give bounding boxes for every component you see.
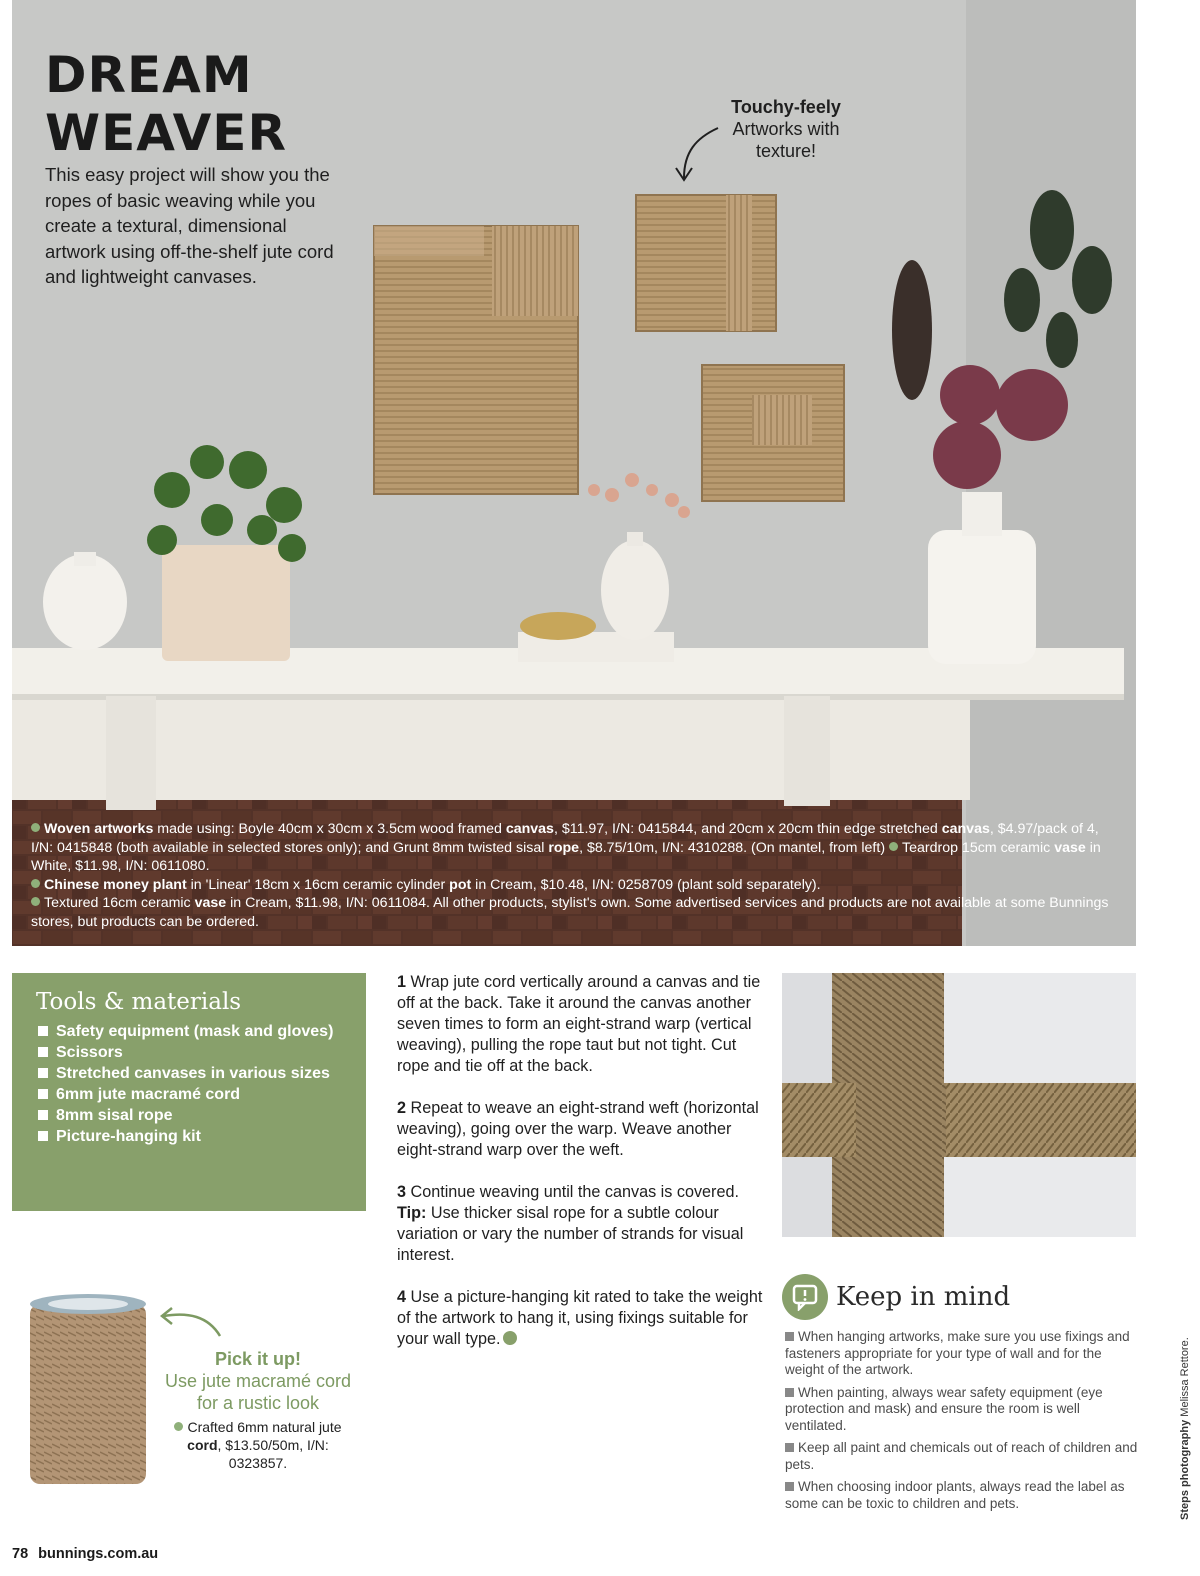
keep-in-mind-title: Keep in mind xyxy=(836,1282,1011,1312)
bullet-dot-icon xyxy=(31,823,40,832)
list-item: When choosing indoor plants, always read the label as some can be toxic to children and pets. xyxy=(785,1479,1125,1511)
bullet-square-icon xyxy=(785,1388,794,1397)
bullet-dot-icon xyxy=(889,842,898,851)
weaving-step-photo xyxy=(782,973,1136,1237)
list-item: Picture-hanging kit xyxy=(36,1126,342,1147)
title-line-1: DREAM xyxy=(45,46,253,104)
tools-materials-panel xyxy=(12,973,366,1211)
list-item: Keep all paint and chemicals out of reach of children and pets. xyxy=(785,1440,1138,1472)
touchy-feely-callout xyxy=(702,96,870,162)
jute-spool-image xyxy=(28,1290,148,1490)
bullet-square-icon xyxy=(785,1332,794,1341)
bullet-dot-icon xyxy=(31,897,40,906)
list-item: Safety equipment (mask and gloves) xyxy=(36,1021,342,1042)
page-title xyxy=(45,46,287,162)
list-item: When hanging artworks, make sure you use fixings and fasteners appropriate for your type of wall and for the weight of the artwork. xyxy=(785,1329,1130,1377)
title-line-2: WEAVER xyxy=(45,104,287,162)
bullet-dot-icon xyxy=(31,879,40,888)
page-footer xyxy=(12,1546,158,1562)
pick-it-up-block xyxy=(160,1348,356,1472)
arrow-left-icon xyxy=(156,1306,226,1340)
pick-title: Pick it up! xyxy=(214,1349,301,1369)
pick-product: Crafted 6mm natural jute cord, $13.50/50m, I/N: 0323857. xyxy=(160,1418,356,1472)
list-item: When painting, always wear safety equipment (eye protection and mask) and ensure the room is well ventilated. xyxy=(785,1384,1103,1433)
steps-column xyxy=(397,972,763,1371)
list-item: 8mm sisal rope xyxy=(36,1105,342,1126)
speech-bubble-exclamation-icon xyxy=(782,1274,828,1320)
list-item: Scissors xyxy=(36,1042,342,1063)
keep-in-mind-list xyxy=(785,1329,1141,1518)
callout-title: Touchy-feely xyxy=(731,97,841,117)
step-4: 4 Use a picture-hanging kit rated to take the weight of the artwork to hang it, using fixings suitable for your wall type. xyxy=(397,1288,763,1348)
step-1: 1 Wrap jute cord vertically around a canvas and tie off at the back. Take it around the canvas another seven times to form an eight-strand warp (vertical weaving), pulling the rope taut but not tight. Cut rope and tie off at the back. xyxy=(397,973,761,1075)
step-2: 2 Repeat to weave an eight-strand weft (horizontal weaving), going over the warp. Weave another eight-strand warp over the weft. xyxy=(397,1099,759,1159)
keep-in-mind-header xyxy=(782,1274,1010,1320)
list-item: 6mm jute macramé cord xyxy=(36,1084,342,1105)
photo-credit: Steps photography Melissa Rettore. xyxy=(1179,1337,1191,1520)
bullet-square-icon xyxy=(785,1443,794,1452)
callout-text: Artworks with texture! xyxy=(732,119,840,161)
bullet-square-icon xyxy=(785,1482,794,1491)
page-number: 78 xyxy=(12,1546,29,1562)
end-mark-icon xyxy=(503,1331,517,1345)
hero-photo xyxy=(12,0,1136,946)
pick-subtitle: Use jute macramé cord for a rustic look xyxy=(164,1371,352,1413)
list-item: Stretched canvases in various sizes xyxy=(36,1063,342,1084)
bullet-dot-icon xyxy=(174,1422,183,1431)
step-3: 3 Continue weaving until the canvas is covered. Tip: Use thicker sisal rope for a subtle colour variation or vary the number of strands for visual interest. xyxy=(397,1183,744,1264)
tools-list xyxy=(36,1021,342,1147)
tools-title: Tools & materials xyxy=(36,989,242,1015)
product-caption: Woven artworks made using: Boyle 40cm x 30cm x 3.5cm wood framed canvas, $11.97, I/N: 0415844, and 20cm x 20cm thin edge stretched canvas, $4.97/pack of 4, I/N: 0415848 (both available in selected stores only); and Grunt 8mm twisted sisal rope, $8.75/10m, I/N: 4310288. (On mantel, from left) Teardrop 15cm ceramic vase in White, $11.98, I/N: 0611080. Chinese money plant in 'Linear' 18cm x 16cm ceramic cylinder pot in Cream, $10.48, I/N: 0258709 (plant sold separately). Textured 16cm ceramic vase in Cream, $11.98, I/N: 0611084. All other products, stylist's own. Some advertised services and products are not available at some Bunnings stores, but products can be ordered. xyxy=(31,821,1109,930)
intro-text: This easy project will show you the ropes of basic weaving while you create a textural, dimensional artwork using off-the-shelf jute cord and lightweight canvases. xyxy=(45,164,334,288)
site-link[interactable]: bunnings.com.au xyxy=(38,1546,159,1562)
